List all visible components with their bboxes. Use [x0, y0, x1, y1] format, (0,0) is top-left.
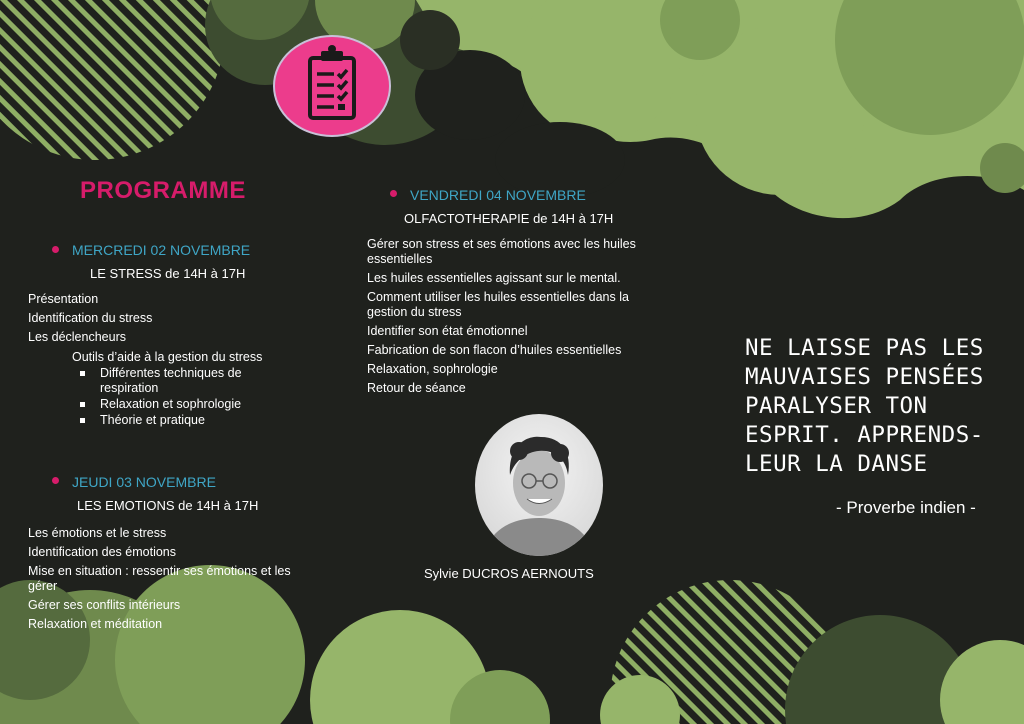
list-item: Identifier son état émotionnel [367, 324, 528, 338]
list-item: Gérer ses conflits intérieurs [28, 598, 181, 612]
tools-list [72, 366, 272, 428]
presenter-name: Sylvie DUCROS AERNOUTS [424, 566, 594, 581]
list-item: Mise en situation : ressentir ses émotions et les gérer [28, 564, 291, 593]
list-item: Identification des émotions [28, 545, 177, 559]
list-item: Identification du stress [28, 311, 153, 325]
subtitle-thursday: LES EMOTIONS de 14H à 17H [77, 498, 259, 513]
list-item: Présentation [28, 292, 99, 306]
list-item: Retour de séance [367, 381, 466, 395]
list-item: Comment utiliser les huiles essentielles dans la gestion du stress [367, 290, 629, 319]
list-item: Relaxation et sophrologie [72, 397, 272, 412]
presenter-photo [474, 413, 604, 557]
list-item: Théorie et pratique [72, 413, 272, 428]
bullet-wednesday [52, 246, 59, 253]
list-item: Fabrication de son flacon d’huiles essentielles [367, 343, 622, 357]
quote-source: - Proverbe indien - [836, 498, 976, 517]
thursday-items [28, 526, 318, 636]
day-friday: VENDREDI 04 NOVEMBRE [410, 187, 586, 203]
subtitle-friday: OLFACTOTHERAPIE de 14H à 17H [404, 211, 614, 226]
list-item: Les déclencheurs [28, 330, 126, 344]
subtitle-wednesday: LE STRESS de 14H à 17H [90, 266, 246, 281]
day-wednesday: MERCREDI 02 NOVEMBRE [72, 242, 251, 258]
clipboard-checklist-icon [272, 34, 392, 138]
list-item: Relaxation, sophrologie [367, 362, 498, 376]
list-item: Relaxation et méditation [28, 617, 163, 631]
wednesday-items [28, 292, 328, 349]
friday-items [367, 237, 667, 400]
programme-title: PROGRAMME [80, 177, 246, 204]
quote-text: NE LAISSE PAS LES MAUVAISES PENSÉES PARALYSER TON ESPRIT. APPRENDS-LEUR LA DANSE [745, 335, 984, 477]
list-item: Les huiles essentielles agissant sur le mental. [367, 271, 621, 285]
bullet-friday [390, 190, 397, 197]
list-item: Différentes techniques de respiration [72, 366, 272, 396]
list-item: Gérer son stress et ses émotions avec les huiles essentielles [367, 237, 636, 266]
tools-title: Outils d’aide à la gestion du stress [72, 350, 263, 364]
bullet-thursday [52, 477, 59, 484]
list-item: Les émotions et le stress [28, 526, 167, 540]
day-thursday: JEUDI 03 NOVEMBRE [72, 474, 216, 490]
